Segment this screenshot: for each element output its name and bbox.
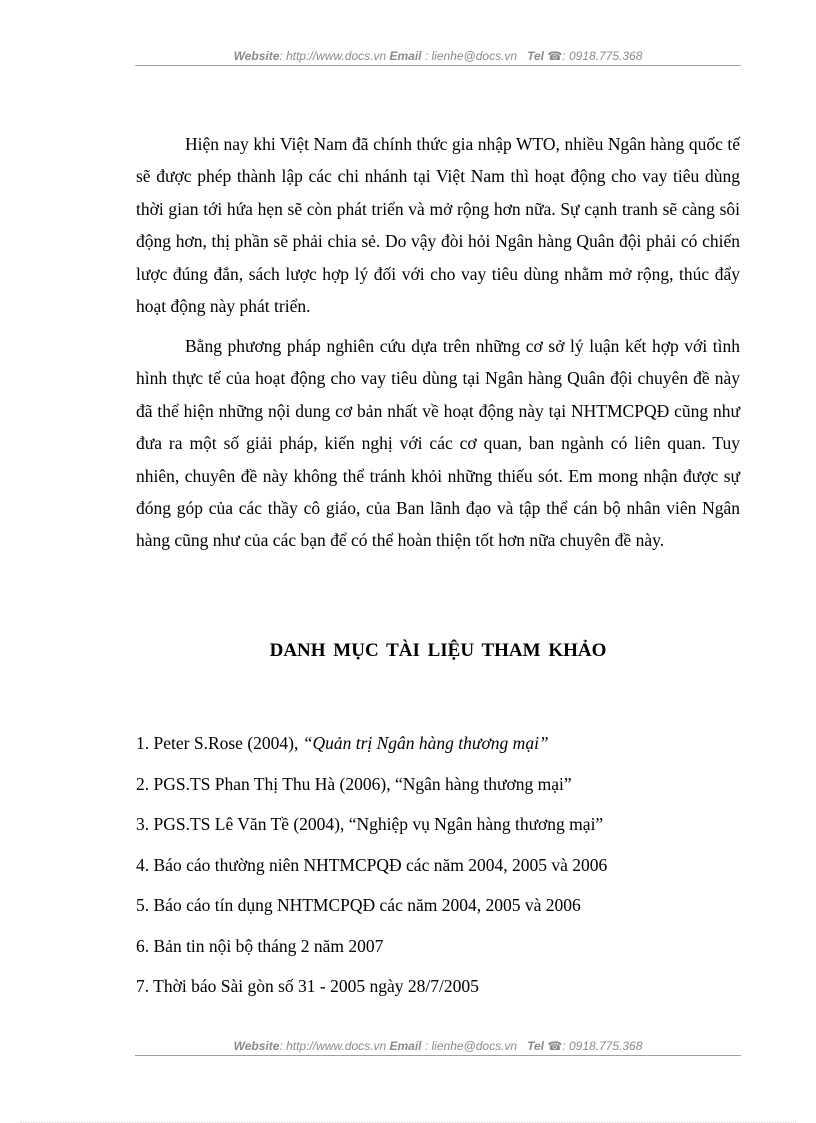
footer-website-label: Website xyxy=(233,1039,280,1053)
header-divider xyxy=(135,65,741,66)
header-email-link[interactable]: : lienhe@docs.vn xyxy=(424,49,518,63)
reference-item-6: 6. Bản tin nội bộ tháng 2 năm 2007 xyxy=(136,935,384,956)
reference-item-1: 1. Peter S.Rose (2004), “Quản trị Ngân hàng thương mại” xyxy=(136,733,549,753)
footer-email-link[interactable]: : lienhe@docs.vn xyxy=(424,1039,518,1053)
body-paragraph-1: Hiện nay khi Việt Nam đã chính thức gia nhập WTO, nhiều Ngân hàng quốc tế sẽ được phép thành lập các chi nhánh tại Việt Nam thì hoạt động cho vay tiêu dùng thời gian tới hứa hẹn sẽ còn phát triển và mở rộng hơn nữa. Sự cạnh tranh sẽ càng sôi động hơn, thị phần sẽ phải chia sẻ. Do vậy đòi hỏi Ngân hàng Quân đội phải có chiến lược đúng đắn, sách lược hợp lý đối với cho vay tiêu dùng nhằm mở rộng, thúc đẩy hoạt động này phát triển. xyxy=(136,134,740,317)
page-header xyxy=(135,49,741,63)
reference-item-4: 4. Báo cáo thường niên NHTMCPQĐ các năm 2004, 2005 và 2006 xyxy=(136,854,608,875)
footer-tel-value: : 0918.775.368 xyxy=(562,1039,643,1053)
header-tel-label: Tel xyxy=(527,49,544,63)
header-tel-value: : 0918.775.368 xyxy=(562,49,643,63)
phone-icon: ☎ xyxy=(547,1039,563,1053)
references-title: DANH MỤC TÀI LIỆU THAM KHẢO xyxy=(269,640,607,661)
header-website-link[interactable]: : http://www.docs.vn xyxy=(279,49,387,63)
reference-item-5: 5. Báo cáo tín dụng NHTMCPQĐ các năm 2004, 2005 và 2006 xyxy=(136,895,581,915)
references-list xyxy=(136,727,740,1011)
page-footer xyxy=(135,1039,741,1053)
reference-item-2: 2. PGS.TS Phan Thị Thu Hà (2006), “Ngân hàng thương mại” xyxy=(136,773,572,794)
header-website-label: Website xyxy=(233,49,280,63)
reference-item-7: 7. Thời báo Sài gòn số 31 - 2005 ngày 28/7/2005 xyxy=(136,976,479,996)
footer-website-link[interactable]: : http://www.docs.vn xyxy=(279,1039,387,1053)
body-paragraph-2: Bằng phương pháp nghiên cứu dựa trên những cơ sở lý luận kết hợp với tình hình thực tế của hoạt động cho vay tiêu dùng tại Ngân hàng Quân đội chuyên đề này đã thể hiện những nội dung cơ bản nhất về hoạt động này tại NHTMCPQĐ cũng như đưa ra một số giải pháp, kiến nghị với các cơ quan, ban ngành có liên quan. Tuy nhiên, chuyên đề này không thể tránh khỏi những thiếu sót. Em mong nhận được sự đóng góp của các thầy cô giáo, của Ban lãnh đạo và tập thể cán bộ nhân viên Ngân hàng cũng như của các bạn để có thể hoàn thiện tốt hơn nữa chuyên đề này. xyxy=(136,336,740,551)
header-email-label: Email xyxy=(389,49,422,63)
footer-divider xyxy=(135,1055,741,1056)
reference-item-3: 3. PGS.TS Lê Văn Tề (2004), “Nghiệp vụ Ngân hàng thương mại” xyxy=(136,814,604,834)
phone-icon: ☎ xyxy=(547,49,563,63)
footer-email-label: Email xyxy=(389,1039,422,1053)
footer-tel-label: Tel xyxy=(527,1039,544,1053)
